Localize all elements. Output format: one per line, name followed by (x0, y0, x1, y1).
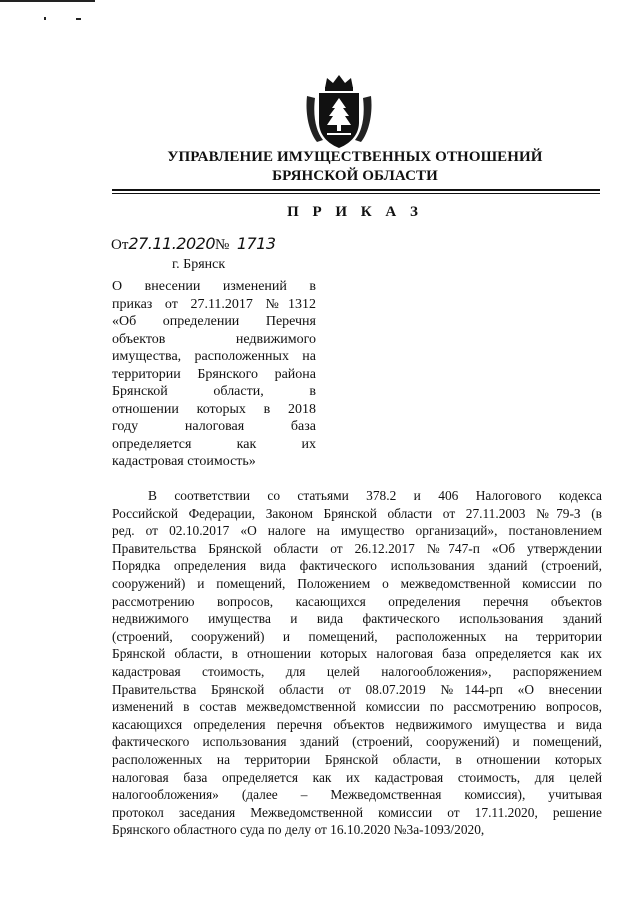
subject-line: имущества, расположенных на (112, 349, 316, 364)
subject-line: О внесении изменений в (112, 279, 316, 294)
date-prefix: От (111, 237, 129, 253)
body-line: В соответствии со статьями 378.2 и 406 Налогового кодекса (148, 488, 602, 503)
scan-mark (44, 17, 46, 20)
body-line: Брянской области, в отношении которых налоговая база определяется как их (112, 646, 602, 662)
body-line: ред. от 02.10.2017 «О налоге на имущество организаций», постановлением (112, 523, 602, 539)
header-rule-thick (112, 189, 600, 191)
header-rule-thin (112, 193, 600, 194)
body-line: фактического использования зданий (строений, сооружений) и помещений, (112, 734, 602, 750)
subject-line: объектов недвижимого (112, 331, 316, 347)
body-line: касающихся определения перечня объектов недвижимого имущества и вида (112, 716, 602, 732)
subject-line: «Об определении Перечня (112, 314, 316, 329)
handwritten-number: 1713 (236, 234, 276, 253)
document-type-heading: П Р И К А З (287, 204, 423, 220)
scan-mark (0, 0, 95, 2)
body-line: (строений, сооружений) и помещений, расположенных на территории (112, 628, 602, 644)
handwritten-date: 27.11.2020 (128, 234, 215, 253)
body-paragraph (112, 487, 602, 839)
body-line: расположенных на территории Брянской области, в отношении которых (112, 751, 602, 767)
scan-mark (76, 18, 81, 20)
body-line: налогообложения» (далее – Межведомственная комиссия), учитывая (112, 787, 602, 803)
subject-line: году налоговая база (112, 419, 316, 434)
body-line: изменений в состав межведомственной комиссии по рассмотрению вопросов, (112, 699, 602, 715)
subject-line: отношении которых в 2018 (112, 401, 316, 417)
subject-line: приказ от 27.11.2017 №1312 (112, 296, 316, 312)
body-line: протокол заседания Межведомственной комиссии от 17.11.2020, решение (112, 804, 602, 820)
city-label: г. Брянск (172, 257, 226, 272)
subject-line: территории Брянского района (112, 366, 316, 382)
coat-of-arms-emblem (303, 74, 375, 150)
date-number-line (111, 234, 276, 254)
body-line: Правительства Брянской области от 08.07.2019 №144-рп «О внесении (112, 681, 602, 697)
body-line: Порядка определения вида фактического использования зданий (строений, (112, 558, 602, 574)
organization-title-line2: БРЯНСКОЙ ОБЛАСТИ (272, 168, 438, 184)
organization-title-line1: УПРАВЛЕНИЕ ИМУЩЕСТВЕННЫХ ОТНОШЕНИЙ (167, 149, 543, 165)
subject-line: определяется как их (112, 436, 316, 452)
body-line: сооружений) и помещений, Положением о межведомственной комиссии по (112, 575, 602, 591)
body-line: Брянского областного суда по делу от 16.10.2020 №3а-1093/2020, (112, 822, 485, 838)
body-line: рассмотрению вопросов, касающихся определения перечня объектов (112, 593, 602, 609)
subject-line: Брянской области, в (112, 384, 316, 399)
number-prefix: № (215, 237, 230, 253)
organization-title (120, 148, 590, 186)
body-line: Правительства Брянской области от 26.12.2017 №747-п «Об утверждении (112, 540, 602, 556)
body-line: налоговая база определяется как их кадастровая стоимость, для целей (112, 769, 602, 785)
body-line: Российской Федерации, Законом Брянской области от 27.11.2003 №79-З (в (112, 505, 602, 521)
subject-block (112, 278, 316, 471)
body-line: кадастровая стоимость, для целей налогообложения», распоряжением (112, 663, 602, 679)
subject-line: кадастровая стоимость» (112, 454, 256, 469)
body-line: недвижимого имущества и вида фактического использования зданий (112, 611, 602, 627)
